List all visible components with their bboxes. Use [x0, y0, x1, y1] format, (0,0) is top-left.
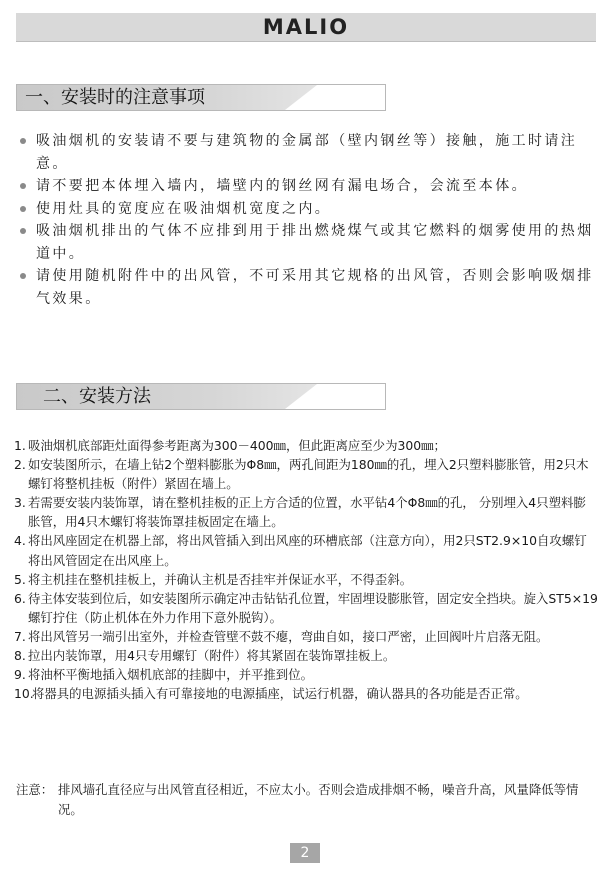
note-text: 排风墙孔直径应与出风管直径相近，不应太小。否则会造成排烟不畅，噪音升高，风量降低等情况。	[58, 782, 579, 817]
step-item: 5. 将主机挂在整机挂板上，并确认主机是否挂牢并保证水平，不得歪斜。	[14, 571, 413, 587]
list-item: 请不要把本体埋入墙内，墙壁内的钢丝网有漏电场合，会流至本体。	[18, 175, 598, 198]
step-item: 7. 将出风管另一端引出室外，并检查管壁不鼓不瘪，弯曲自如，接口严密，止回阀叶片启落无阻。	[14, 628, 549, 644]
list-item: 使用灶具的宽度应在吸油烟机宽度之内。	[18, 198, 598, 221]
list-item: 吸油烟机排出的气体不应排到用于排出燃烧煤气或其它燃料的烟雾使用的热烟道中。	[18, 220, 598, 265]
page-number: 2	[290, 843, 320, 863]
step-item: 2. 如安装图所示，在墙上钻2个塑料膨胀为Φ8㎜，两孔间距为180㎜的孔，埋入2只塑料膨胀管，用2只木螺钉将整机挂板（附件）紧固在墙上。	[14, 457, 589, 492]
step-item: 9. 将油杯平衡地插入烟机底部的挂脚中，并平推到位。	[14, 667, 313, 683]
installation-steps	[14, 436, 598, 703]
section-heading-installation	[16, 383, 386, 410]
list-item: 请使用随机附件中的出风管，不可采用其它规格的出风管，否则会影响吸烟排气效果。	[18, 265, 598, 310]
step-item: 10. 将器具的电源插头插入有可靠接地的电源插座，试运行机器，确认器具的各功能是否正常。	[14, 686, 528, 702]
note-label: 注意：	[16, 782, 54, 797]
section-title: 二、安装方法	[43, 386, 151, 407]
caution-note	[16, 780, 602, 820]
bullet-icon	[20, 228, 26, 234]
header-bar	[16, 13, 596, 42]
step-item: 3. 若需要安装内装饰罩，请在整机挂板的正上方合适的位置，水平钻4个Φ8㎜的孔， 分别埋入4只塑料膨胀管，用4只木螺钉将装饰罩挂板固定在墙上。	[14, 495, 586, 530]
step-item: 4. 将出风座固定在机器上部，将出风管插入到出风座的环槽底部（注意方向），用2只ST2.9×10自攻螺钉将出风管固定在出风座上。	[14, 533, 587, 568]
bullet-icon	[20, 138, 26, 144]
step-item: 8. 拉出内装饰罩，用4只专用螺钉（附件）将其紧固在装饰罩挂板上。	[14, 648, 396, 664]
bullet-icon	[20, 183, 26, 189]
bullet-icon	[20, 273, 26, 279]
step-item: 1. 吸油烟机底部距灶面得参考距离为300－400㎜，但此距离应至少为300㎜；	[14, 438, 446, 453]
brand-logo: MALIO	[262, 15, 350, 39]
bullet-icon	[20, 206, 26, 212]
section-heading-precautions	[16, 84, 386, 111]
step-item: 6. 待主体安装到位后，如安装图所示确定冲击钻钻孔位置，牢固埋设膨胀管，固定安全挡块。旋入ST5×19螺钉拧住（防止机体在外力作用下意外脱钩）。	[14, 590, 598, 625]
precautions-list	[18, 130, 598, 310]
list-item: 吸油烟机的安装请不要与建筑物的金属部（壁内钢丝等）接触，施工时请注意。	[18, 130, 598, 175]
section-title: 一、安装时的注意事项	[25, 87, 205, 108]
